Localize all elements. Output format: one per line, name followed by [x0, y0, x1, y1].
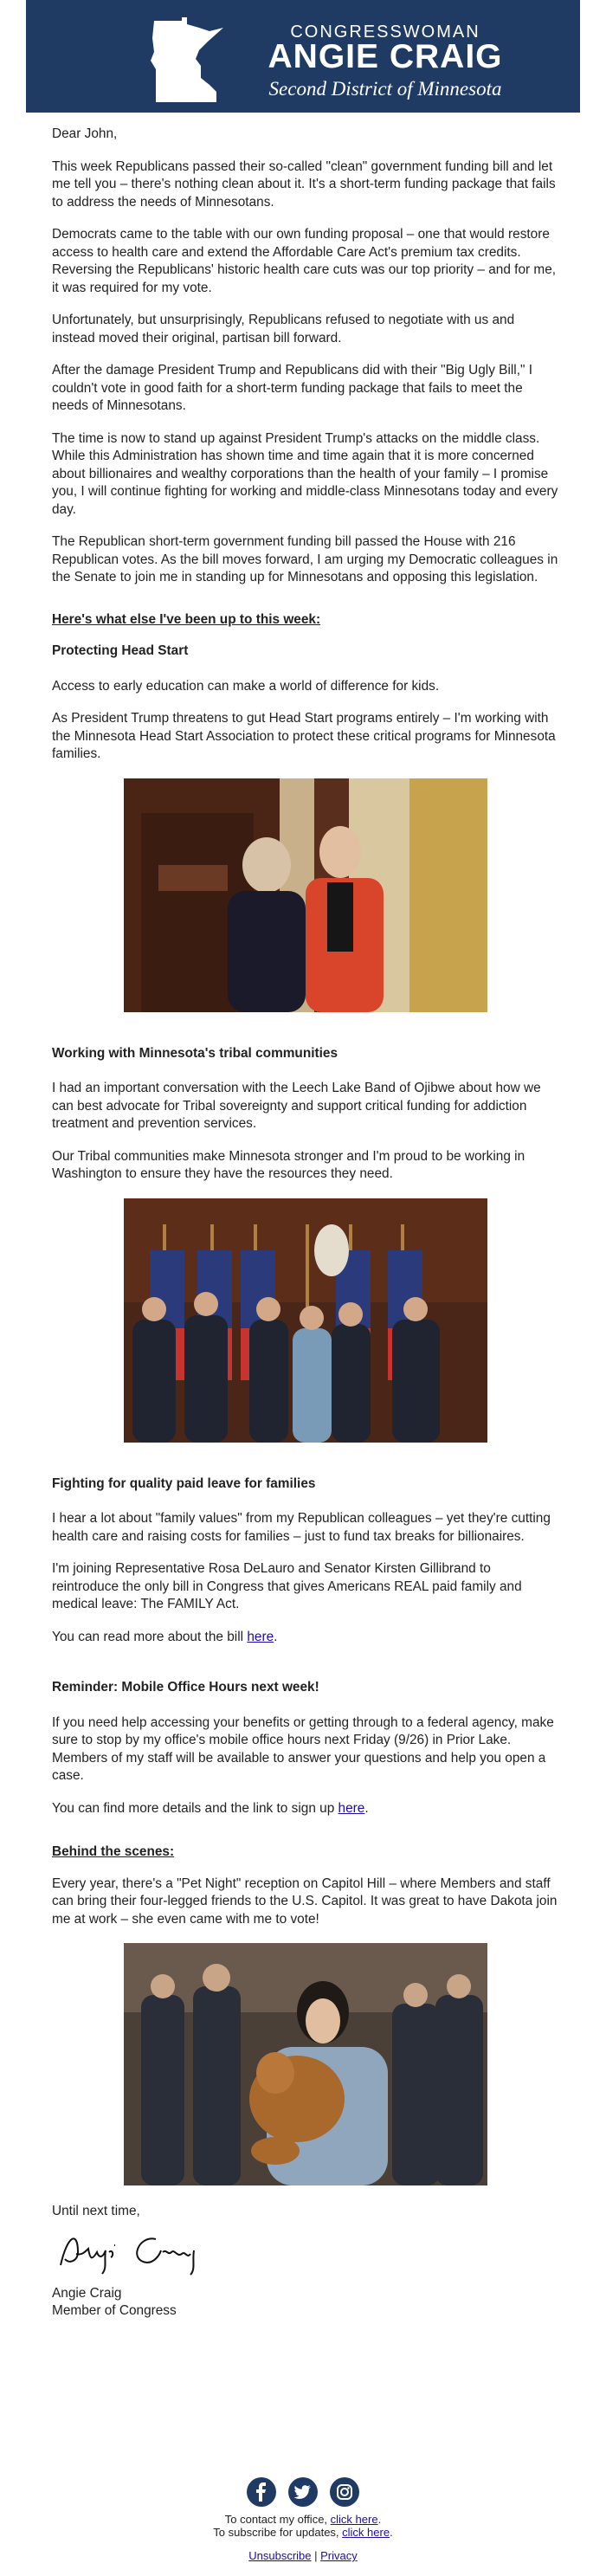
- office-hours-signup-link[interactable]: here: [338, 1800, 365, 1816]
- footer-links: [0, 2549, 606, 2562]
- office-hours-details-text: You can find more details and the link to sign up: [52, 1800, 338, 1816]
- footer: [0, 2476, 606, 2562]
- signer-title: Member of Congress: [52, 2303, 177, 2318]
- office-hours-paragraph-1: If you need help accessing your benefits or getting through to a federal agency, make sure to stop by my office's mobile office hours next Friday (9/26) in Prior Lake. Members of my staff will be available to answer your questions and help you open a case.: [52, 1714, 554, 1783]
- header-name: ANGIE CRAIG: [268, 38, 503, 75]
- period: .: [274, 1629, 278, 1644]
- intro-paragraph-4: After the damage President Trump and Republicans did with their "Big Ugly Bill," I couldn't vote in good faith for a short-term funding package that fails to meet the needs of Minnesotans.: [52, 363, 533, 413]
- contact-text: To contact my office,: [224, 2513, 331, 2526]
- unsubscribe-link[interactable]: Unsubscribe: [248, 2549, 312, 2562]
- subscribe-link[interactable]: click here: [342, 2526, 390, 2539]
- head-start-heading: Protecting Head Start: [52, 643, 189, 658]
- tribal-paragraph-1: I had an important conversation with the Leech Lake Band of Ojibwe about how we can best advocate for Tribal sovereignty and support critical funding for addiction treatment and prevention services.: [52, 1081, 541, 1131]
- intro-paragraph-2: Democrats came to the table with our own funding proposal – one that would restore access to health care and extend the Affordable Care Act's premium tax credits. Reversing the Republicans' historic health care cuts was our top priority – and for me, it was required for my vote.: [52, 227, 557, 295]
- social-icons: [0, 2476, 606, 2508]
- head-start-paragraph-2: As President Trump threatens to gut Head Start programs entirely – I'm working with the Minnesota Head Start Association to protect these critical programs for Minnesota families.: [52, 711, 556, 761]
- contact-link[interactable]: click here: [330, 2513, 378, 2526]
- intro-paragraph-1: This week Republicans passed their so-called "clean" government funding bill and let me tell you – there's nothing clean about it. It's a short-term funding package that fails to address the needs of Minnesotans.: [52, 158, 556, 210]
- whats-else-heading: Here's what else I've been up to this week:: [52, 611, 321, 627]
- paid-leave-paragraph-1: I hear a lot about "family values" from my Republican colleagues – yet they're cutting health care and raising costs for families – just to fund tax breaks for billionaires.: [52, 1511, 551, 1544]
- head-start-photo: [124, 778, 487, 1012]
- behind-scenes-paragraph: Every year, there's a "Pet Night" reception on Capitol Hill – where Members and staff can bring their four-legged friends to the U.S. Capitol. It was great to have Dakota join me at work – she even came with me to vote!: [52, 1876, 558, 1927]
- paid-leave-paragraph-3: [52, 1629, 558, 1647]
- paid-leave-heading: Fighting for quality paid leave for families: [52, 1475, 316, 1491]
- tribal-heading: Working with Minnesota's tribal communities: [52, 1045, 338, 1061]
- subscribe-line: [0, 2526, 606, 2539]
- intro-paragraph-3: Unfortunately, but unsurprisingly, Republicans refused to negotiate with us and instead moved their original, partisan bill forward.: [52, 313, 515, 345]
- contact-line: [0, 2513, 606, 2526]
- instagram-icon[interactable]: [329, 2476, 360, 2508]
- period: .: [364, 1800, 369, 1816]
- family-act-link[interactable]: here: [247, 1629, 274, 1644]
- head-start-paragraph-1: Access to early education can make a world of difference for kids.: [52, 678, 440, 694]
- paid-leave-paragraph-2: I'm joining Representative Rosa DeLauro and Senator Kirsten Gillibrand to reintroduce the only bill in Congress that gives Americans REAL paid family and medical leave: The FAMILY Act.: [52, 1561, 522, 1611]
- office-hours-paragraph-2: [52, 1800, 558, 1818]
- period: .: [377, 2513, 382, 2526]
- separator: |: [311, 2549, 321, 2562]
- email-body: [52, 126, 558, 2321]
- header-district: Second District of Minnesota: [268, 78, 502, 100]
- tribal-paragraph-2: Our Tribal communities make Minnesota stronger and I'm proud to be working in Washington to ensure they have the resources they need.: [52, 1148, 525, 1181]
- greeting: Dear John,: [52, 126, 118, 141]
- facebook-icon[interactable]: [246, 2476, 277, 2508]
- twitter-icon[interactable]: [287, 2476, 319, 2508]
- signature-block: [52, 2285, 558, 2321]
- tribal-photo: [124, 1198, 487, 1443]
- intro-paragraph-5: The time is now to stand up against President Trump's attacks on the middle class. While this Administration has shown time and time again that it is more concerned about billionaires and wealthy corporations than the health of your family – I promise you, I will continue fighting for working and middle-class Minnesotans today and every day.: [52, 430, 558, 517]
- paid-leave-read-more-text: You can read more about the bill: [52, 1629, 248, 1644]
- header-congresswoman: CONGRESSWOMAN: [290, 23, 480, 42]
- minnesota-map-icon: [147, 17, 229, 104]
- pet-night-photo: [124, 1943, 487, 2185]
- period: .: [390, 2526, 393, 2539]
- intro-paragraph-6: The Republican short-term government funding bill passed the House with 216 Republican votes. As the bill moves forward, I am urging my Democratic colleagues in the Senate to join me in standing up for Minnesotans and opposing this legislation.: [52, 534, 558, 584]
- header-banner: [26, 0, 580, 113]
- signature-image: [52, 2226, 558, 2278]
- closing: Until next time,: [52, 2204, 140, 2218]
- office-hours-heading: Reminder: Mobile Office Hours next week!: [52, 1680, 319, 1695]
- privacy-link[interactable]: Privacy: [320, 2549, 358, 2562]
- subscribe-text: To subscribe for updates,: [213, 2526, 343, 2539]
- signer-name: Angie Craig: [52, 2285, 122, 2301]
- behind-scenes-heading: Behind the scenes:: [52, 1844, 175, 1859]
